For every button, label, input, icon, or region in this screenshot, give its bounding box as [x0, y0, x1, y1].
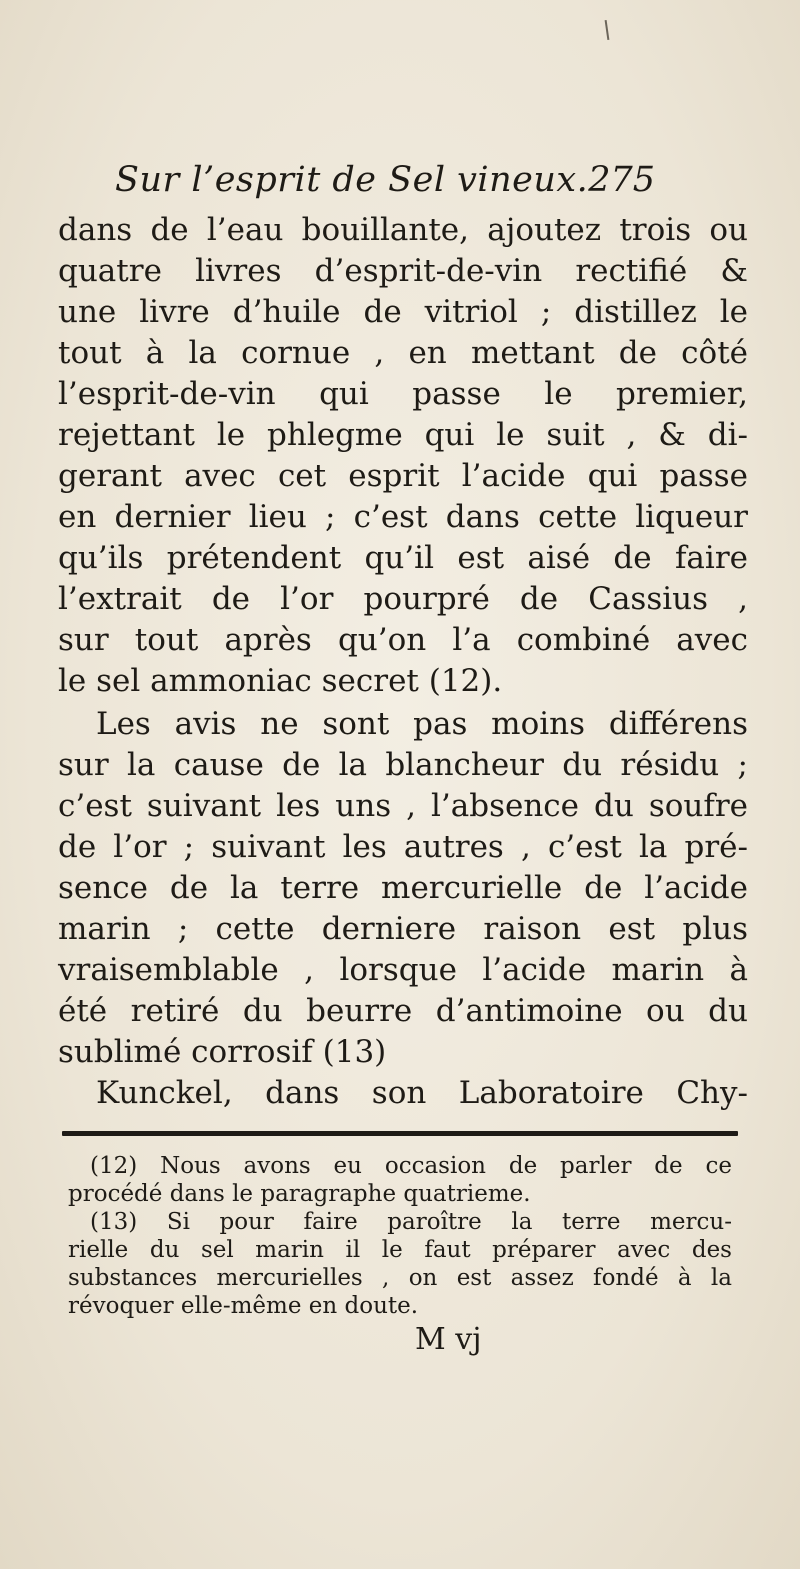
footnote-line: procédé dans le paragraphe quatrieme.	[68, 1181, 531, 1207]
paragraph-start-line: Les avis ne sont pas moins différens	[96, 706, 748, 742]
body-line: sur tout après qu’on l’a combiné avec	[58, 622, 748, 658]
body-line: sence de la terre mercurielle de l’acide	[58, 870, 748, 906]
body-text	[58, 210, 748, 1114]
body-line: dans de l’eau bouillante, ajoutez trois ou	[58, 212, 748, 248]
body-line: le sel ammoniac secret (12).	[58, 663, 503, 699]
body-line: c’est suivant les uns , l’absence du soufre	[58, 788, 748, 824]
page-header	[115, 155, 655, 205]
footnote-line: rielle du sel marin il le faut préparer avec des	[68, 1237, 732, 1263]
body-line: été retiré du beurre d’antimoine ou du	[58, 993, 748, 1029]
body-line: gerant avec cet esprit l’acide qui passe	[58, 458, 748, 494]
paragraph-start-line: Kunckel, dans son Laboratoire Chy-	[96, 1075, 748, 1111]
body-line: en dernier lieu ; c’est dans cette liqueur	[58, 499, 748, 535]
running-head: Sur l’esprit de Sel vineux.	[115, 160, 589, 200]
footnote-line: (13) Si pour faire paroître la terre mercu-	[90, 1209, 732, 1235]
footnote-line: substances mercurielles , on est assez fondé à la	[68, 1265, 732, 1291]
body-line: marin ; cette derniere raison est plus	[58, 911, 748, 947]
body-line: tout à la cornue , en mettant de côté	[58, 335, 748, 371]
footnote-line: révoquer elle-même en doute.	[68, 1293, 419, 1319]
ink-mark	[605, 20, 610, 40]
body-line: qu’ils prétendent qu’il est aisé de faire	[58, 540, 748, 576]
body-line: rejettant le phlegme qui le suit , & di-	[58, 417, 748, 453]
body-line: vraisemblable , lorsque l’acide marin à	[58, 952, 748, 988]
body-line: l’esprit-de-vin qui passe le premier,	[58, 376, 748, 412]
body-line: sur la cause de la blancheur du résidu ;	[58, 747, 748, 783]
body-line: l’extrait de l’or pourpré de Cassius ,	[58, 581, 748, 617]
footnote-rule	[62, 1131, 738, 1136]
body-line: de l’or ; suivant les autres , c’est la pré-	[58, 829, 748, 865]
body-line: sublimé corrosif (13)	[58, 1034, 387, 1070]
footnote-line: (12) Nous avons eu occasion de parler de ce	[90, 1153, 732, 1179]
body-line: une livre d’huile de vitriol ; distillez le	[58, 294, 748, 330]
footnotes	[68, 1152, 732, 1320]
body-line: quatre livres d’esprit-de-vin rectifié &	[58, 253, 748, 289]
signature-mark: M vj	[415, 1322, 482, 1357]
page-number: 275	[588, 160, 655, 200]
